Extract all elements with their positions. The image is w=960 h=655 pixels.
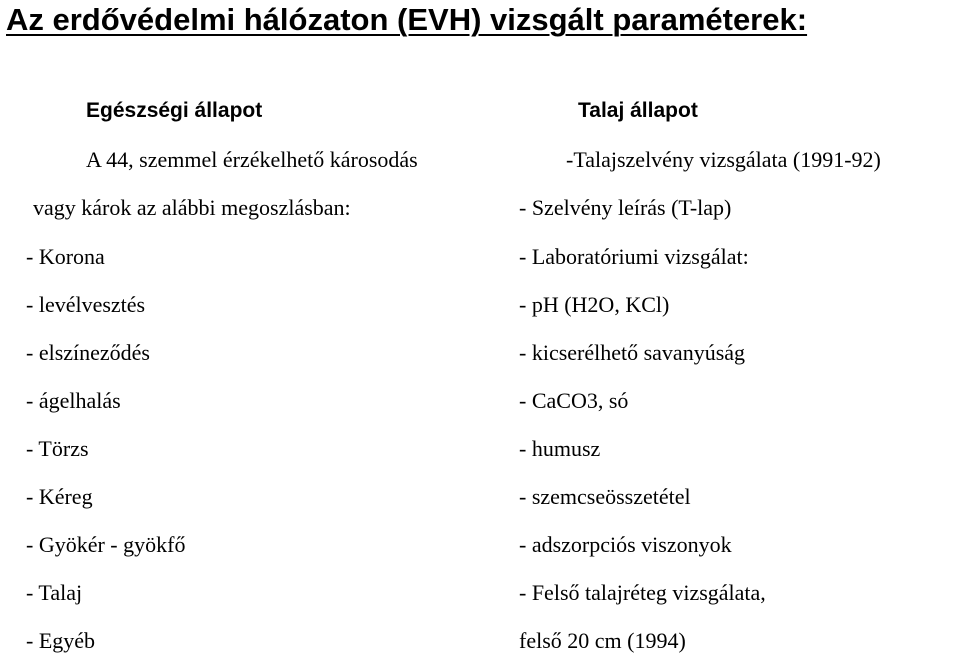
right-line: - CaCO3, só [519, 388, 629, 413]
right-line: felső 20 cm (1994) [519, 628, 686, 653]
left-line: - Törzs [26, 436, 89, 461]
right-line: - adszorpciós viszonyok [519, 532, 732, 557]
right-line: - pH (H2O, KCl) [519, 292, 670, 317]
left-line: - elszíneződés [26, 340, 150, 365]
right-line: - szemcseösszetétel [519, 484, 691, 509]
page-title: Az erdővédelmi hálózaton (EVH) vizsgált paraméterek: [6, 2, 808, 37]
left-line: - Talaj [26, 580, 83, 605]
left-line: - Egyéb [26, 628, 96, 653]
right-line: - Felső talajréteg vizsgálata, [519, 580, 766, 605]
left-line: vagy károk az alábbi megoszlásban: [33, 195, 351, 220]
left-line: - Kéreg [26, 484, 93, 509]
right-line: -Talajszelvény vizsgálata (1991-92) [566, 147, 881, 172]
left-line: - Gyökér - gyökfő [26, 532, 186, 557]
right-heading: Talaj állapot [578, 99, 698, 122]
right-line: - humusz [519, 436, 601, 461]
left-heading: Egészségi állapot [86, 99, 263, 122]
left-line: - ágelhalás [26, 388, 121, 413]
right-line: - kicserélhető savanyúság [519, 340, 746, 365]
right-line: - Szelvény leírás (T-lap) [519, 195, 732, 220]
left-line: - Korona [26, 244, 105, 269]
left-line: - levélvesztés [26, 292, 146, 317]
left-line: A 44, szemmel érzékelhető károsodás [86, 147, 418, 172]
right-line: - Laboratóriumi vizsgálat: [519, 244, 749, 269]
